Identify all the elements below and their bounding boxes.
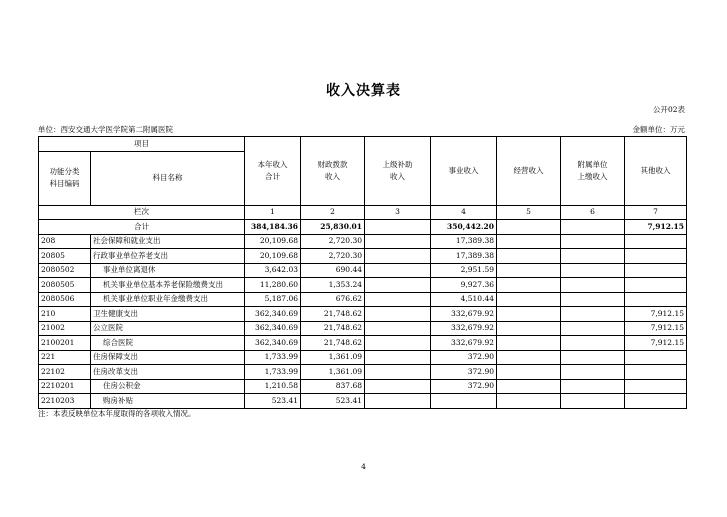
row-value: 20,109.68 xyxy=(245,249,301,264)
row-code: 2210203 xyxy=(39,394,91,409)
total-value xyxy=(365,220,431,235)
row-value: 21,748.62 xyxy=(301,307,365,322)
row-code: 221 xyxy=(39,350,91,365)
header-col-5: 经营收入 xyxy=(497,137,561,206)
row-value xyxy=(497,379,561,394)
row-value xyxy=(497,394,561,409)
row-name: 事业单位离退休 xyxy=(91,263,245,278)
header-col-2: 财政拨款 收入 xyxy=(301,137,365,206)
row-value: 7,912.15 xyxy=(625,307,687,322)
index-number: 7 xyxy=(625,205,687,220)
row-code: 2100201 xyxy=(39,336,91,351)
index-label: 栏次 xyxy=(39,205,245,220)
row-value: 690.44 xyxy=(301,263,365,278)
row-value: 1,210.58 xyxy=(245,379,301,394)
row-value xyxy=(561,249,625,264)
row-value: 4,510.44 xyxy=(431,292,497,307)
row-value xyxy=(561,350,625,365)
row-code: 2080502 xyxy=(39,263,91,278)
row-value xyxy=(561,394,625,409)
row-value: 676.62 xyxy=(301,292,365,307)
total-value: 7,912.15 xyxy=(625,220,687,235)
row-value xyxy=(497,321,561,336)
row-name: 机关事业单位职业年金缴费支出 xyxy=(91,292,245,307)
row-value xyxy=(365,292,431,307)
row-value xyxy=(365,336,431,351)
row-name: 机关事业单位基本养老保险缴费支出 xyxy=(91,278,245,293)
row-value xyxy=(561,278,625,293)
row-value: 11,280.60 xyxy=(245,278,301,293)
row-value: 372.90 xyxy=(431,365,497,380)
row-value xyxy=(625,394,687,409)
row-name: 综合医院 xyxy=(91,336,245,351)
amount-unit-label: 金额单位：万元 xyxy=(632,125,685,134)
row-value xyxy=(497,249,561,264)
row-code: 21002 xyxy=(39,321,91,336)
row-name: 住房改革支出 xyxy=(91,365,245,380)
index-number: 1 xyxy=(245,205,301,220)
row-value: 372.90 xyxy=(431,350,497,365)
row-value xyxy=(625,263,687,278)
row-value xyxy=(625,292,687,307)
row-value xyxy=(365,249,431,264)
row-value: 21,748.62 xyxy=(301,336,365,351)
row-value xyxy=(497,336,561,351)
row-value xyxy=(365,278,431,293)
total-value xyxy=(561,220,625,235)
index-row xyxy=(39,205,687,220)
table-row xyxy=(39,292,687,307)
row-value: 1,353.24 xyxy=(301,278,365,293)
index-number: 6 xyxy=(561,205,625,220)
row-value: 7,912.15 xyxy=(625,336,687,351)
total-value xyxy=(497,220,561,235)
table-row xyxy=(39,249,687,264)
row-value xyxy=(561,336,625,351)
row-value: 362,340.69 xyxy=(245,307,301,322)
income-table xyxy=(38,136,687,409)
row-value: 17,389.38 xyxy=(431,234,497,249)
row-value xyxy=(561,321,625,336)
row-name: 社会保障和就业支出 xyxy=(91,234,245,249)
row-value xyxy=(497,263,561,278)
row-value xyxy=(497,278,561,293)
row-value: 332,679.92 xyxy=(431,321,497,336)
row-value: 1,733.99 xyxy=(245,365,301,380)
row-value: 362,340.69 xyxy=(245,321,301,336)
row-value xyxy=(625,365,687,380)
row-value xyxy=(625,278,687,293)
row-code: 2210201 xyxy=(39,379,91,394)
row-value: 362,340.69 xyxy=(245,336,301,351)
index-number: 2 xyxy=(301,205,365,220)
row-value xyxy=(497,292,561,307)
row-value xyxy=(625,249,687,264)
row-value xyxy=(365,263,431,278)
row-value: 2,720.30 xyxy=(301,249,365,264)
row-value xyxy=(561,365,625,380)
header-col-4: 事业收入 xyxy=(431,137,497,206)
row-value xyxy=(365,307,431,322)
table-row xyxy=(39,365,687,380)
row-value xyxy=(625,350,687,365)
row-value xyxy=(561,379,625,394)
table-row xyxy=(39,336,687,351)
row-value: 523.41 xyxy=(301,394,365,409)
total-value: 384,184.36 xyxy=(245,220,301,235)
table-row xyxy=(39,394,687,409)
row-value: 5,187.06 xyxy=(245,292,301,307)
row-code: 22102 xyxy=(39,365,91,380)
row-value xyxy=(497,350,561,365)
row-value: 1,733.99 xyxy=(245,350,301,365)
table-row xyxy=(39,350,687,365)
row-value xyxy=(365,350,431,365)
row-code: 20805 xyxy=(39,249,91,264)
row-value xyxy=(561,307,625,322)
row-value: 20,109.68 xyxy=(245,234,301,249)
row-value: 21,748.62 xyxy=(301,321,365,336)
footnote: 注：本表反映单位本年度取得的各项收入情况。 xyxy=(38,409,196,418)
header-col-1: 本年收入 合计 xyxy=(245,137,301,206)
row-value: 2,720.30 xyxy=(301,234,365,249)
row-value: 2,951.59 xyxy=(431,263,497,278)
table-row xyxy=(39,321,687,336)
row-value xyxy=(365,321,431,336)
row-value: 1,361.09 xyxy=(301,350,365,365)
row-value: 332,679.92 xyxy=(431,336,497,351)
table-row xyxy=(39,263,687,278)
index-number: 4 xyxy=(431,205,497,220)
row-value xyxy=(497,307,561,322)
form-code: 公开02表 xyxy=(652,105,685,114)
row-value xyxy=(625,379,687,394)
row-value xyxy=(365,394,431,409)
table-row xyxy=(39,234,687,249)
total-value: 25,830.01 xyxy=(301,220,365,235)
table-row xyxy=(39,307,687,322)
unit-label: 单位：西安交通大学医学院第二附属医院 xyxy=(38,125,173,134)
row-name: 公立医院 xyxy=(91,321,245,336)
row-value xyxy=(561,263,625,278)
header-item: 项目 xyxy=(39,137,245,152)
total-label: 合计 xyxy=(39,220,245,235)
header-col-3: 上级补助 收入 xyxy=(365,137,431,206)
row-code: 208 xyxy=(39,234,91,249)
row-value xyxy=(365,379,431,394)
header-col-7: 其他收入 xyxy=(625,137,687,206)
row-value xyxy=(497,234,561,249)
row-name: 卫生健康支出 xyxy=(91,307,245,322)
table-row xyxy=(39,278,687,293)
row-value: 372.90 xyxy=(431,379,497,394)
row-name: 行政事业单位养老支出 xyxy=(91,249,245,264)
row-name: 住房公积金 xyxy=(91,379,245,394)
row-value: 837.68 xyxy=(301,379,365,394)
index-number: 3 xyxy=(365,205,431,220)
header-func-code: 功能分类 科目编码 xyxy=(39,151,91,205)
row-value: 523.41 xyxy=(245,394,301,409)
row-value xyxy=(431,394,497,409)
row-code: 2080505 xyxy=(39,278,91,293)
row-value xyxy=(561,292,625,307)
row-value xyxy=(365,234,431,249)
row-name: 购房补贴 xyxy=(91,394,245,409)
index-number: 5 xyxy=(497,205,561,220)
page-number: 4 xyxy=(361,462,366,471)
row-value: 7,912.15 xyxy=(625,321,687,336)
row-value xyxy=(365,365,431,380)
total-value: 350,442.20 xyxy=(431,220,497,235)
row-name: 住房保障支出 xyxy=(91,350,245,365)
header-subject-name: 科目名称 xyxy=(91,151,245,205)
row-value: 3,642.03 xyxy=(245,263,301,278)
row-code: 2080506 xyxy=(39,292,91,307)
row-value: 332,679.92 xyxy=(431,307,497,322)
header-col-6: 附属单位 上缴收入 xyxy=(561,137,625,206)
table-row xyxy=(39,379,687,394)
row-value: 9,927.36 xyxy=(431,278,497,293)
row-value: 17,389.38 xyxy=(431,249,497,264)
row-value xyxy=(625,234,687,249)
row-value xyxy=(561,234,625,249)
row-value xyxy=(497,365,561,380)
page-title: 收入决算表 xyxy=(326,83,401,99)
row-code: 210 xyxy=(39,307,91,322)
total-row xyxy=(39,220,687,235)
row-value: 1,361.09 xyxy=(301,365,365,380)
